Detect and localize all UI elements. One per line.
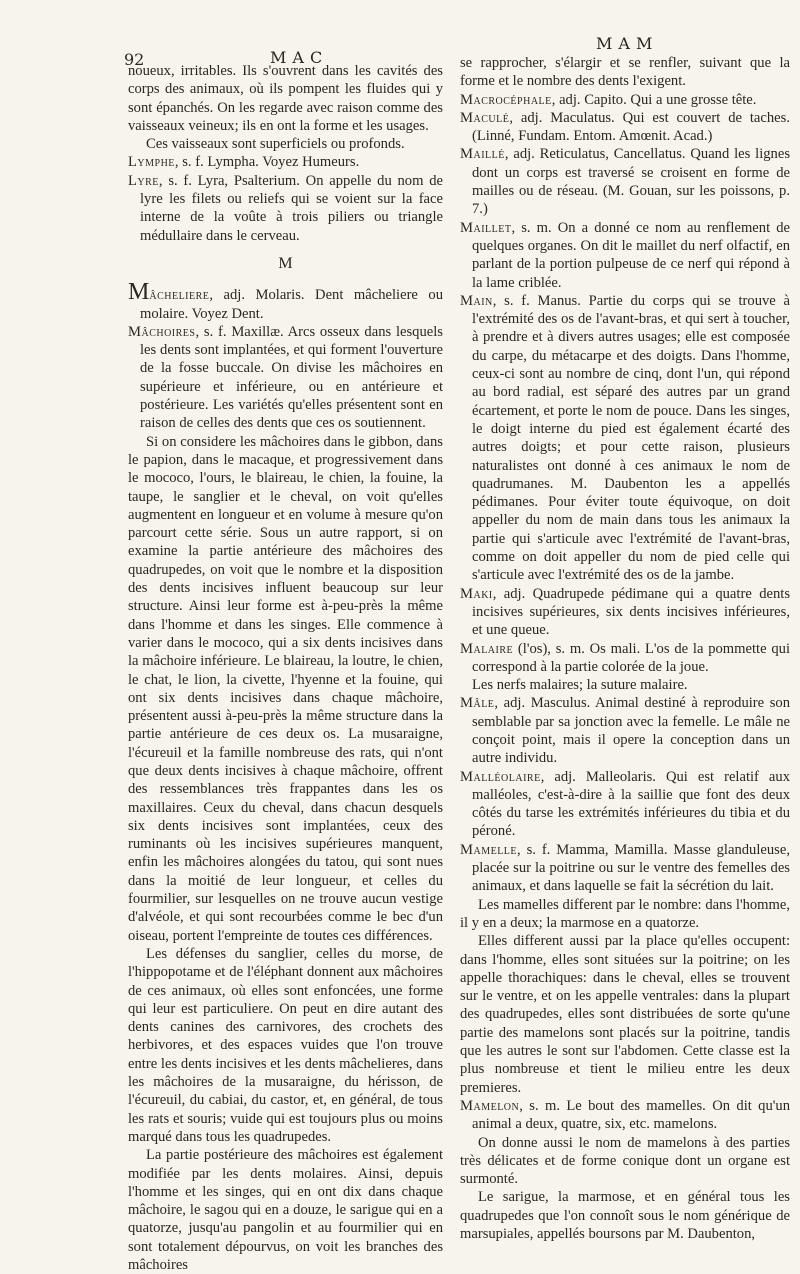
page-number: 92 [124,50,145,69]
headword: Malléolaire [460,768,541,785]
dictionary-entry [128,153,443,171]
definition-text: , s. f. Lyra, Psalterium. On appelle du nom de lyre les filets ou reliefs qui se voient sur la face interne de la voûte à trois piliers ou triangle médullaire dans le cerveau. [140,172,443,244]
headword: Macrocéphale [460,91,552,108]
section-letter: M [278,254,293,272]
running-head-right: MAM [596,34,659,53]
definition-text: , s. f. Maxillæ. Arcs osseux dans lesquels les dents sont implantées, et qui forment l'ouverture de la fosse buccale. On divise les mâchoires en supérieure et inférieure, ou en antérieure et postérieure. Les variétés qu'elles présentent sont en raison de celles des dents que ces os soutiennent. [140,323,443,432]
paragraph: Elles different aussi par la place qu'elles occupent: dans l'homme, elles sont situées sur la poitrine; on les appelle thorachiques: dans le cheval, elles se trouvent sur le ventre, et on les appelle ventrales: dans la plupart des quadrupedes, elles sont distribuées de sorte qu'une partie des mamelons sont placés sur la poitrine, tandis que les autres le sont sur l'abdomen. Cette classe est la plus nombreuse et tient le milieu entre les deux premieres. [460,933,790,1096]
dictionary-entry [460,292,790,585]
definition-text: , s. f. Mamma, Mamilla. Masse glanduleuse, placée sur la poitrine ou sur le ventre des femelles des animaux, et dans laquelle se fait la sécrétion du lait. [472,841,790,895]
headword: Malaire [460,640,514,657]
dictionary-entry [460,1097,790,1134]
headword: Maki [460,585,493,602]
dictionary-entry [128,172,443,245]
dictionary-entry [128,323,443,433]
dictionary-entry [460,841,790,896]
definition-text: , s. m. Le bout des mamelles. On dit qu'un animal a deux, quatre, six, etc. mamelons. [472,1097,790,1133]
paragraph: Les mamelles different par le nombre: dans l'homme, il y en a deux; la marmose en a quatorze. [460,896,790,931]
dictionary-entry [460,640,790,677]
headword: Main [460,292,493,309]
continued-text: noueux, irritables. Ils s'ouvrent dans les cavités des corps des animaux, où ils pompent les fluides qui y sont épanchés. On les regarde avec raison comme des vaisseaux veineux; ils en ont la forme et les usages. [128,63,443,134]
headword: Maillet [460,219,512,236]
definition-text: , adj. Capito. Qui a une grosse tête. [551,91,757,108]
paragraph: Si on considere les mâchoires dans le gibbon, dans le papion, dans le macaque, et progressivement dans le mococo, l'ours, le blaireau, le chien, la fouine, la taupe, le sanglier et le cheval, on voit qu'elles augmentent en longueur et en volume à mesure qu'on parcourt cette série. Sous un autre rapport, si on examine la partie antérieure des mâchoires des quadrupedes, on voit que le nombre et la disposition des dents incisives influent beaucoup sur leur structure. Ainsi leur forme est à-peu-près la même dans l'homme et dans les singes. Elle commence à varier dans le mococo, qui a six dents incisives dans la mâchoire inférieure. Le blaireau, la loutre, le chien, le chat, le lion, la civette, l'hyenne et la fouine, qui ont six dents incisives dans chaque mâchoire, présentent aussi à-peu-près la même structure dans la partie antérieure de ces deux os. La musaraigne, l'écureuil et la famille nombreuse des rats, qui n'ont que deux dents incisives à chaque mâchoire, offrent des ressemblances très frappantes dans les os maxillaires. Ceux du cheval, dans chacun desquels six dents incisives sont implantées, ceux des ruminants où les incisives supérieures manquent, enfin les mâchoires alongées du tatou, qui sont nues dans la moitié de leur longueur, et celles du fourmilier, sur lesquelles on ne trouve aucun vestige d'alvéole, et qui sont recourbées comme le bec d'un oiseau, portent l'empreinte de toutes ces différences. [128,433,443,944]
continued-text: se rapprocher, s'élargir et se renfler, suivant que la forme et le nombre des dents l'exigent. [460,55,790,90]
dictionary-entry [460,145,790,218]
headword: Lymphe [128,154,175,171]
paragraph: Le sarigue, la marmose, et en général tous les quadrupedes que l'on connoît sous le nom générique de marsupiales, appellés boursons par M. Daubenton, [460,1189,790,1242]
headword: âcheliere [149,287,210,304]
paragraph: On donne aussi le nom de mamelons à des parties très délicates et de forme conique dont un organe est surmonté. [460,1134,790,1188]
headword: Mamelon [460,1097,520,1114]
definition-text: , adj. Quadrupede pédimane qui a quatre dents incisives supérieures, six dents incisives inférieures, et une queue. [472,585,790,639]
definition-text: , s. f. Lympha. Voyez Humeurs. [174,154,360,171]
headword: Maillé [460,146,505,163]
dictionary-entry [460,91,790,109]
definition-text: , s. m. On a donné ce nom au renflement de quelques organes. On dit le maillet du nerf olfactif, en parlant de la portion pulpeuse de ce nerf qui répond à la lame criblée. [472,219,790,291]
headword: Mâchoires [128,323,196,340]
dictionary-entry [460,694,790,767]
headword: Maculé [460,109,510,126]
dictionary-entry [460,585,790,640]
definition-text: , adj. Maculatus. Qui est couvert de taches. (Linné, Fundam. Entom. Amœnit. Acad.) [472,109,790,145]
dictionary-entry [128,279,443,323]
definition-text: , adj. Molaris. Dent mâcheliere ou molaire. Voyez Dent. [140,287,443,322]
definition-text: , adj. Masculus. Animal destiné à reproduire son semblable par sa jonction avec la femelle. Le mâle ne conçoit point, mais il opere la conception dans un autre individu. [472,695,790,767]
paragraph: La partie postérieure des mâchoires est également modifiée par les dents molaires. Ainsi, depuis l'homme et les singes, qui en ont dix dans chaque mâchoire, le sagou qui en a douze, le sarigue qui en a quatorze, jusqu'au pangolin et au fourmilier qui en sont totalement dépourvus, on voit les branches des mâchoires [128,1147,443,1273]
headword: Lyre [128,172,159,189]
paragraph: Les nerfs malaires; la suture malaire. [472,677,688,694]
definition-text: , adj. Reticulatus, Cancellatus. Quand les lignes dont un corps est traversé se croisent en forme de mailles ou de réseau. (M. Gouan, sur les poissons, p. 7.) [472,146,790,218]
dictionary-entry [460,219,790,292]
dictionary-entry [460,109,790,146]
left-column [128,62,443,1274]
headword: Mamelle [460,841,518,858]
right-column [460,54,790,1243]
headword: Mâle [460,695,495,712]
definition-text: , s. f. Manus. Partie du corps qui se trouve à l'extrémité des os de l'avant-bras, et qui sert à toucher, à prendre et à divers autres usages; elle est composée du carpe, du métacarpe et des doigts. Dans l'homme, ceux-ci sont au nombre de cinq, dont l'un, qui répond au bord radial, est séparé des autres par un grand écartement, et porte le nom de pouce. Dans les singes, le doigt interne du pied est également écarté des autres doigts; et pour cette raison, plusieurs naturalistes ont donné à ces animaux le nom de quadrumanes. M. Daubenton les a appellés pédimanes. Pour éviter toute équivoque, on doit appeller du nom de main dans tous les animaux la partie qui s'articule avec l'extrémité de l'avant-bras, comme on doit appeller du nom de pied celle qui s'articule avec l'extrémité des os de la jambe. [472,292,790,584]
paragraph: Les défenses du sanglier, celles du morse, de l'hippopotame et de l'éléphant donnent aux mâchoires de ces animaux, où elles sont enfoncées, une forme qui leur est particuliere. On peut en dire autant des dents canines des carnivores, des crochets des herbivores, et des espaces vuides que l'on trouve entre les dents incisives et les dents mâchelieres, dans les mâchoires de la musaraigne, du hérisson, de l'écureuil, du cabiai, du castor, et, en général, de tous les rats et souris; vuide qui est toujours plus ou moins marqué dans tous les quadrupedes. [128,945,443,1145]
drop-initial: M [128,279,150,306]
dictionary-entry [460,768,790,841]
definition-text: , adj. Malleolaris. Qui est relatif aux malléoles, c'est-à-dire à la saillie que font des deux côtés du tarse les extrémités inférieures du tibia et du péroné. [472,768,790,840]
definition-text: (l'os), s. m. Os mali. L'os de la pommette qui correspond à la partie colorée de la joue. [472,640,790,675]
paragraph: Ces vaisseaux sont superficiels ou profonds. [146,136,405,153]
running-head-left: MAC [270,48,329,67]
